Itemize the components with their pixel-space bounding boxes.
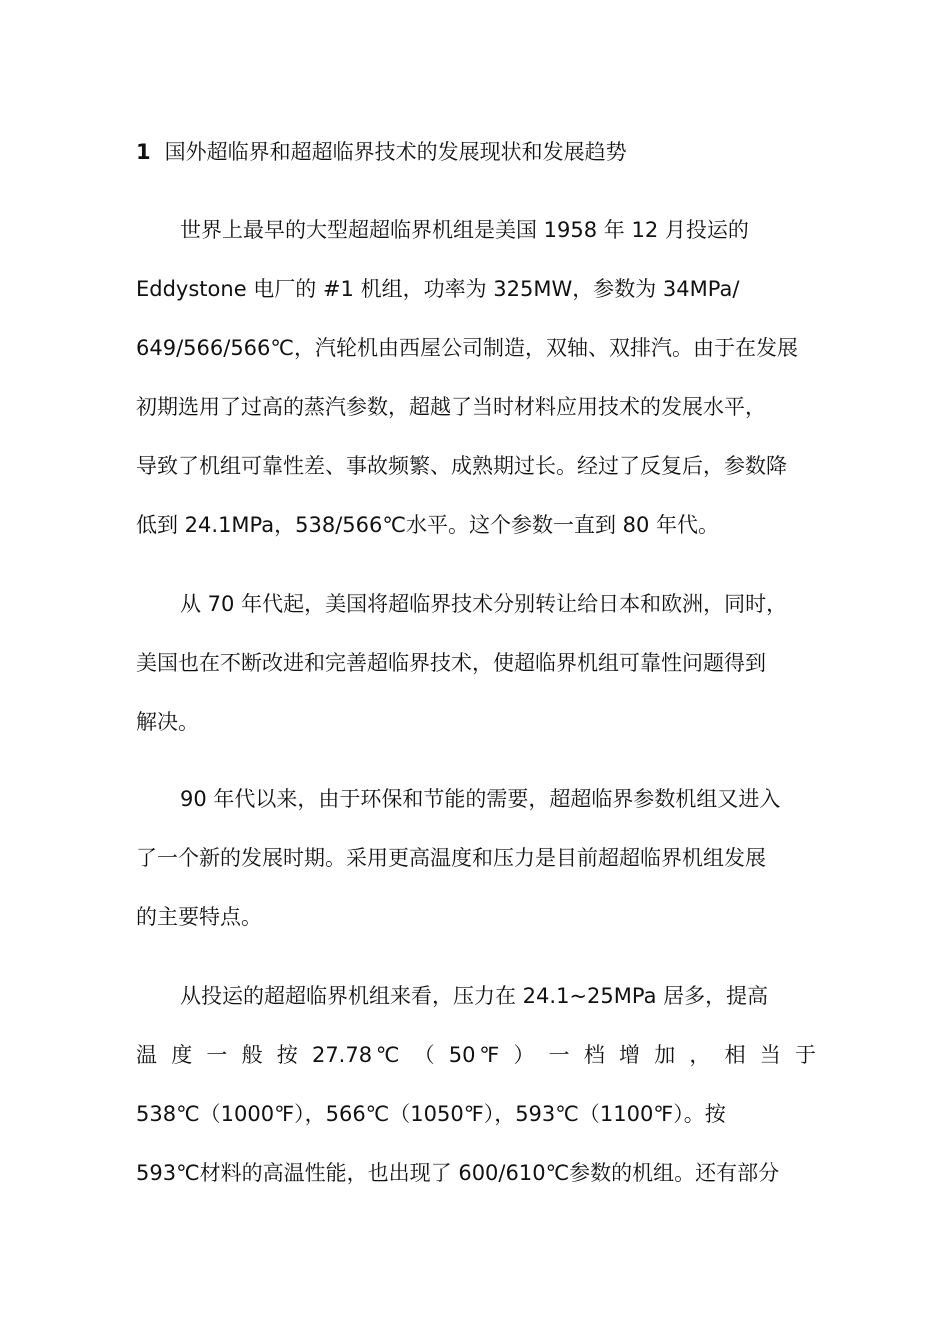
- paragraph-line: 649/566/566℃，汽轮机由西屋公司制造，双轴、双排汽。由于在发展: [136, 336, 798, 360]
- paragraph-line: 90 年代以来，由于环保和节能的需要，超超临界参数机组又进入: [180, 787, 781, 811]
- paragraph-line: 美国也在不断改进和完善超临界技术，使超临界机组可靠性问题得到: [136, 651, 766, 675]
- paragraph-line: 的主要特点。: [136, 905, 262, 929]
- paragraph-line: 538℃（1000℉），566℃（1050℉），593℃（1100℉）。按: [136, 1102, 726, 1126]
- paragraph-4: [136, 967, 816, 1203]
- paragraph-line: 低到 24.1MPa，538/566℃水平。这个参数一直到 80 年代。: [136, 513, 720, 537]
- section-number: 1: [136, 140, 151, 164]
- paragraph-line: 593℃材料的高温性能，也出现了 600/610℃参数的机组。还有部分: [136, 1161, 780, 1185]
- paragraph-1: [136, 201, 816, 555]
- paragraph-line: 从 70 年代起，美国将超临界技术分别转让给日本和欧洲，同时，: [180, 592, 788, 616]
- paragraph-line: 世界上最早的大型超超临界机组是美国 1958 年 12 月投运的: [180, 218, 749, 242]
- paragraph-line: 解决。: [136, 710, 199, 734]
- paragraph-3: [136, 770, 816, 947]
- paragraph-line: 温 度 一 般 按 27.78℃ （ 50℉ ） 一 档 增 加 ， 相 当 于: [136, 1043, 816, 1067]
- section-heading: [136, 137, 816, 167]
- paragraph-line: 从投运的超超临界机组来看，压力在 24.1~25MPa 居多，提高: [180, 984, 769, 1008]
- paragraph-2: [136, 575, 816, 752]
- paragraph-line: 导致了机组可靠性差、事故频繁、成熟期过长。经过了反复后，参数降: [136, 454, 787, 478]
- paragraph-line: 初期选用了过高的蒸汽参数，超越了当时材料应用技术的发展水平，: [136, 395, 766, 419]
- paragraph-line: Eddystone 电厂的 #1 机组，功率为 325MW，参数为 34MPa/: [136, 277, 740, 301]
- paragraph-line: 了一个新的发展时期。采用更高温度和压力是目前超超临界机组发展: [136, 846, 766, 870]
- section-title: 国外超临界和超超临界技术的发展现状和发展趋势: [164, 140, 627, 164]
